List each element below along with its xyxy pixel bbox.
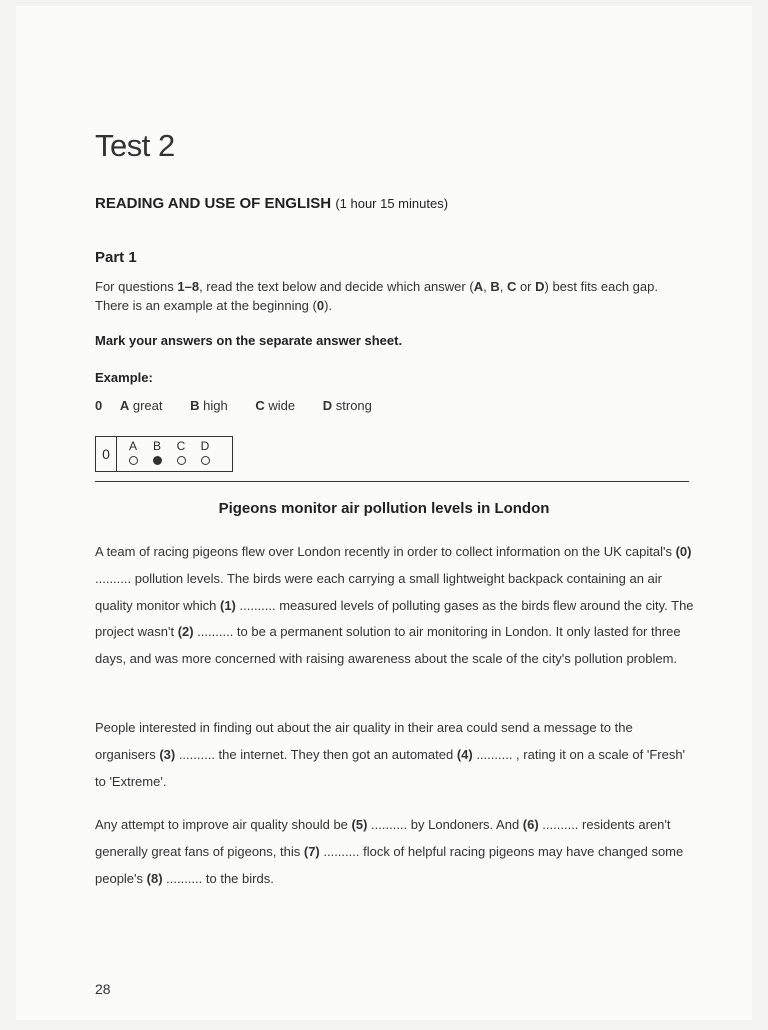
page-title: Test 2 bbox=[95, 128, 175, 163]
option-letter: A bbox=[473, 279, 484, 294]
example-option-d: D strong bbox=[322, 398, 372, 413]
filled-bubble-icon bbox=[153, 456, 162, 465]
answer-box-option-a bbox=[121, 437, 145, 471]
instructions bbox=[95, 277, 695, 315]
example-ref: 0 bbox=[316, 298, 325, 313]
separator: or bbox=[516, 279, 536, 294]
empty-bubble-icon bbox=[129, 456, 138, 465]
instructions-text: For questions bbox=[95, 279, 178, 294]
gap-marker-8: (8) bbox=[146, 870, 163, 886]
example-label: Example: bbox=[95, 370, 153, 385]
gap-marker-0: (0) bbox=[675, 544, 692, 559]
answer-box-option-c bbox=[169, 437, 193, 471]
example-number: 0 bbox=[95, 398, 103, 413]
gap-marker-7: (7) bbox=[303, 843, 320, 859]
mark-answers-note: Mark your answers on the separate answer sheet. bbox=[95, 333, 403, 348]
section-heading bbox=[95, 195, 448, 212]
empty-bubble-icon bbox=[201, 456, 210, 465]
example-option-b: B high bbox=[190, 398, 228, 413]
paragraph-text: .......... , rating it on a scale of 'Fresh' to 'Extreme'. bbox=[95, 746, 686, 789]
paragraph-text: Any attempt to improve air quality should be bbox=[95, 817, 352, 832]
paragraph-text: .......... to be a permanent solution to air monitoring in London. It only lasted for three days, and was more concerned with raising awareness about the scale of the city's pollution problem. bbox=[95, 624, 681, 667]
instructions-text: , read the text below and decide which answer ( bbox=[199, 279, 474, 294]
paragraph-text: .......... by Londoners. And bbox=[367, 817, 523, 832]
gap-marker-4: (4) bbox=[456, 746, 473, 762]
empty-bubble-icon bbox=[177, 456, 186, 465]
paragraph-text: .......... pollution levels. The birds were each carrying a small lightweight backpack containing an air quality monitor which bbox=[95, 570, 662, 613]
example-option-c: C wide bbox=[255, 398, 296, 413]
exam-page bbox=[16, 6, 752, 1020]
part-heading: Part 1 bbox=[95, 249, 137, 266]
paragraph-text: .......... flock of helpful racing pigeons may have changed some people's bbox=[95, 843, 684, 886]
instructions-text: ) best fits each gap. There is an example at the beginning ( bbox=[95, 279, 658, 313]
passage-title: Pigeons monitor air pollution levels in London bbox=[218, 500, 550, 517]
answer-box-options bbox=[117, 437, 217, 471]
passage-paragraph-3 bbox=[95, 812, 695, 892]
answer-box-option-b bbox=[145, 437, 169, 471]
answer-box-option-d bbox=[193, 437, 217, 471]
gap-marker-2: (2) bbox=[177, 624, 194, 640]
paragraph-text: .......... the internet. They then got an automated bbox=[175, 746, 457, 762]
paragraph-text: People interested in finding out about the air quality in their area could send a message to the organisers bbox=[95, 720, 633, 762]
answer-letter: C bbox=[176, 439, 186, 453]
option-letter: B bbox=[490, 279, 500, 294]
instructions-text: ). bbox=[324, 298, 333, 313]
paragraph-text: .......... measured levels of polluting gases as the birds flew around the city. The project wasn't bbox=[95, 597, 694, 640]
gap-marker-3: (3) bbox=[159, 746, 176, 762]
paragraph-text: .......... residents aren't generally great fans of pigeons, this bbox=[95, 817, 671, 859]
option-letter: C bbox=[506, 279, 517, 294]
example-answer-box bbox=[95, 436, 233, 472]
gap-marker-1: (1) bbox=[220, 597, 236, 613]
separator: , bbox=[483, 279, 491, 294]
passage-paragraph-1 bbox=[95, 539, 695, 673]
answer-letter: D bbox=[200, 439, 210, 453]
separator: , bbox=[499, 279, 507, 294]
gap-marker-5: (5) bbox=[351, 817, 368, 832]
gap-marker-6: (6) bbox=[522, 817, 539, 832]
answer-letter: B bbox=[152, 439, 161, 453]
example-options bbox=[95, 398, 396, 413]
page-number: 28 bbox=[95, 981, 111, 997]
divider bbox=[95, 481, 689, 482]
option-letter: D bbox=[535, 279, 545, 294]
section-duration: (1 hour 15 minutes) bbox=[335, 196, 449, 211]
answer-letter: A bbox=[128, 439, 137, 453]
passage-paragraph-2 bbox=[95, 715, 695, 795]
section-title: READING AND USE OF ENGLISH bbox=[95, 195, 332, 212]
question-range: 1–8 bbox=[177, 279, 200, 294]
example-option-a: A great bbox=[119, 398, 163, 413]
paragraph-text: .......... to the birds. bbox=[162, 870, 274, 886]
answer-box-number: 0 bbox=[96, 437, 117, 471]
paragraph-text: A team of racing pigeons flew over London recently in order to collect information on the UK capital's bbox=[95, 544, 676, 559]
